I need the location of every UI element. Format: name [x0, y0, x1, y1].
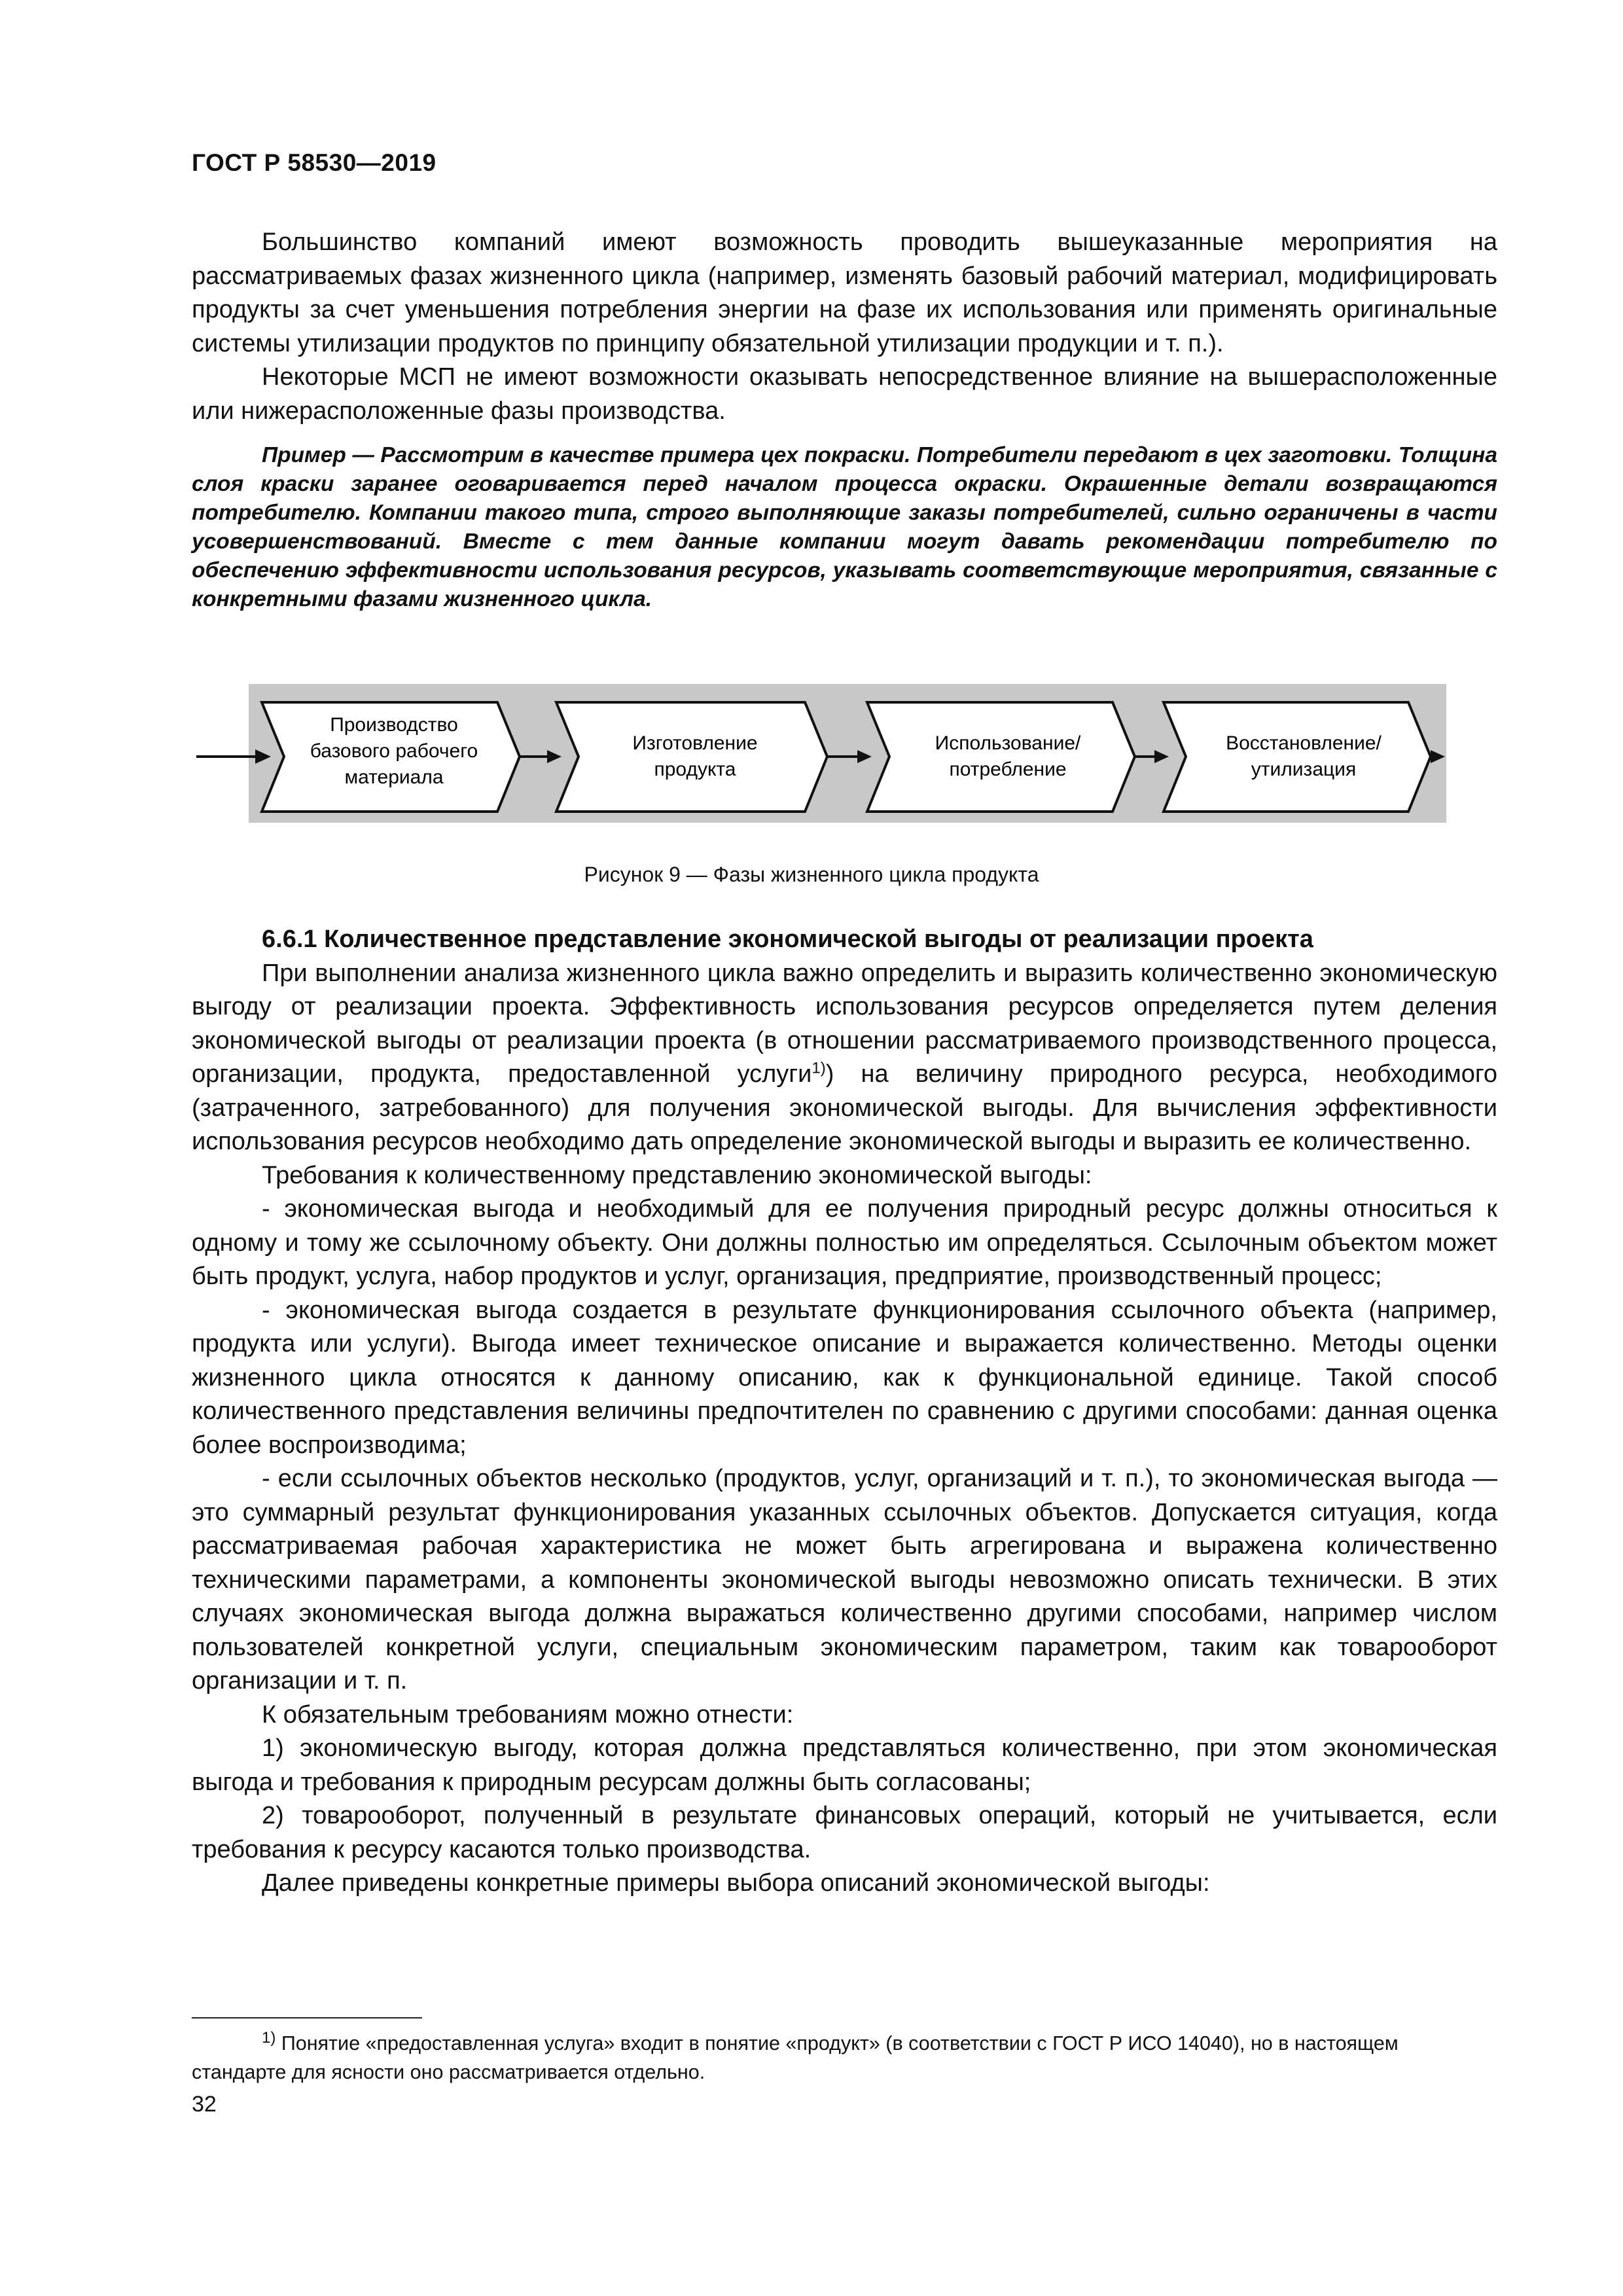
requirement-bullet-2: - экономическая выгода создается в результате функционирования ссылочного объекта (например, продукта или услуги). Выгода имеет техническое описание и выражается количественно. Методы оценки жизненного цикла относятся к данному описанию, как к функциональной единице. Такой способ количественного представления величины предпочтителен по сравнению с другими способами: данная оценка более воспроизводима; [192, 1296, 1497, 1459]
footnote-marker: 1) [262, 2028, 276, 2047]
intro-paragraph-1: Большинство компаний имеют возможность проводить вышеуказанные мероприятия на рассматриваемых фазах жизненного цикла (например, изменять базовый рабочий материал, модифицировать продукты за счет уменьшения потребления энергии на фазе их использования или применять оригинальные системы утилизации продуктов по принципу обязательной утилизации продукции и т. п.). [192, 228, 1497, 357]
phase-3-line-2: потребление [949, 759, 1067, 780]
footnote [192, 2029, 1497, 2087]
requirement-bullet-3: - если ссылочных объектов несколько (продуктов, услуг, организаций и т. п.), то экономическая выгода — это суммарный результат функционирования указанных ссылочных объектов. Допускается ситуация, когда рассматриваемая рабочая характеристика не может быть агрегирована и выражена количественно техническими параметрами, а компоненты экономической выгоды невозможно описать технически. В этих случаях экономическая выгода должна выражаться количественно другими способами, например числом пользователей конкретной услуги, специальным экономическим параметром, таким как товарооборот организации и т. п. [192, 1465, 1497, 1695]
phase-1-line-2: базового рабочего [310, 740, 478, 762]
phase-3-line-1: Использование/ [935, 732, 1081, 754]
section-paragraph-1 [192, 957, 1497, 1159]
phase-1-line-3: материала [344, 766, 444, 788]
mandatory-item-2: 2) товарооборот, полученный в результате финансовых операций, который не учитывается, если требования к ресурсу касаются только производства. [192, 1802, 1497, 1863]
phase-2-line-2: продукта [654, 759, 736, 780]
requirement-bullet-1: - экономическая выгода и необходимый для ее получения природный ресурс должны относиться к одному и тому же ссылочному объекту. Они должны полностью им определяться. Ссылочным объектом может быть продукт, услуга, набор продуктов и услуг, организация, предприятие, производственный процесс; [192, 1195, 1497, 1290]
intro-block [192, 226, 1497, 614]
phase-4-line-2: утилизация [1251, 759, 1357, 780]
section-block [192, 923, 1497, 1901]
closing-paragraph: Далее приведены конкретные примеры выбора описаний экономической выгоды: [262, 1869, 1210, 1897]
page-number: 32 [192, 2092, 217, 2117]
mandatory-intro: К обязательным требованиям можно отнести: [262, 1700, 794, 1729]
section-paragraph-1-cont: ) на величину природного ресурса, необходимого (затраченного, затребованного) для получения экономической выгоды. Для вычисления эффективности использования ресурсов необходимо дать определение экономической выгоды и выразить ее количественно. [192, 1060, 1497, 1155]
example-paragraph: Пример — Рассмотрим в качестве примера цех покраски. Потребители передают в цех заготовки. Толщина слоя краски заранее оговаривается перед началом процесса окраски. Окрашенные детали возвращаются потребителю. Компании такого типа, строго выполняющие заказы потребителей, сильно ограничены в части усовершенствований. Вместе с тем данные компании могут давать рекомендации потребителю по обеспечению эффективности использования ресурсов, указывать соответствующие мероприятия, связанные с конкретными фазами жизненного цикла. [192, 443, 1497, 611]
phase-4-line-1: Восстановление/ [1226, 732, 1382, 754]
phase-1-line-1: Производство [330, 714, 458, 736]
phase-box-3 [867, 702, 1135, 812]
lifecycle-diagram [190, 684, 1446, 828]
figure-caption: Рисунок 9 — Фазы жизненного цикла продукта [584, 863, 1039, 886]
footnote-divider [192, 2017, 422, 2018]
requirements-intro: Требования к количественному представлению экономической выгоды: [262, 1161, 1092, 1189]
mandatory-item-1: 1) экономическую выгоду, которая должна представляться количественно, при этом экономическая выгода и требования к природным ресурсам должны быть согласованы; [192, 1734, 1497, 1796]
footnote-ref: 1) [812, 1059, 826, 1077]
document-header: ГОСТ Р 58530—2019 [192, 149, 437, 176]
phase-2-line-1: Изготовление [632, 732, 758, 754]
intro-paragraph-2: Некоторые МСП не имеют возможности оказывать непосредственное влияние на вышерасположенные или нижерасположенные фазы производства. [192, 363, 1497, 425]
footnote-text: Понятие «предоставленная услуга» входит в понятие «продукт» (в соответствии с ГОСТ Р ИСО 14040), но в настоящем стандарте для ясности оно рассматривается отдельно. [192, 2032, 1399, 2083]
section-heading: 6.6.1 Количественное представление экономической выгоды от реализации проекта [262, 925, 1313, 953]
section-paragraph-1-text: При выполнении анализа жизненного цикла важно определить и выразить количественно экономическую выгоду от реализации проекта. Эффективность использования ресурсов определяется путем деления экономической выгоды от реализации проекта (в отношении рассматриваемого производственного процесса, организации, продукта, предоставленной услуги [192, 959, 1497, 1088]
phase-box-4 [1164, 702, 1431, 812]
phase-box-2 [556, 702, 827, 812]
